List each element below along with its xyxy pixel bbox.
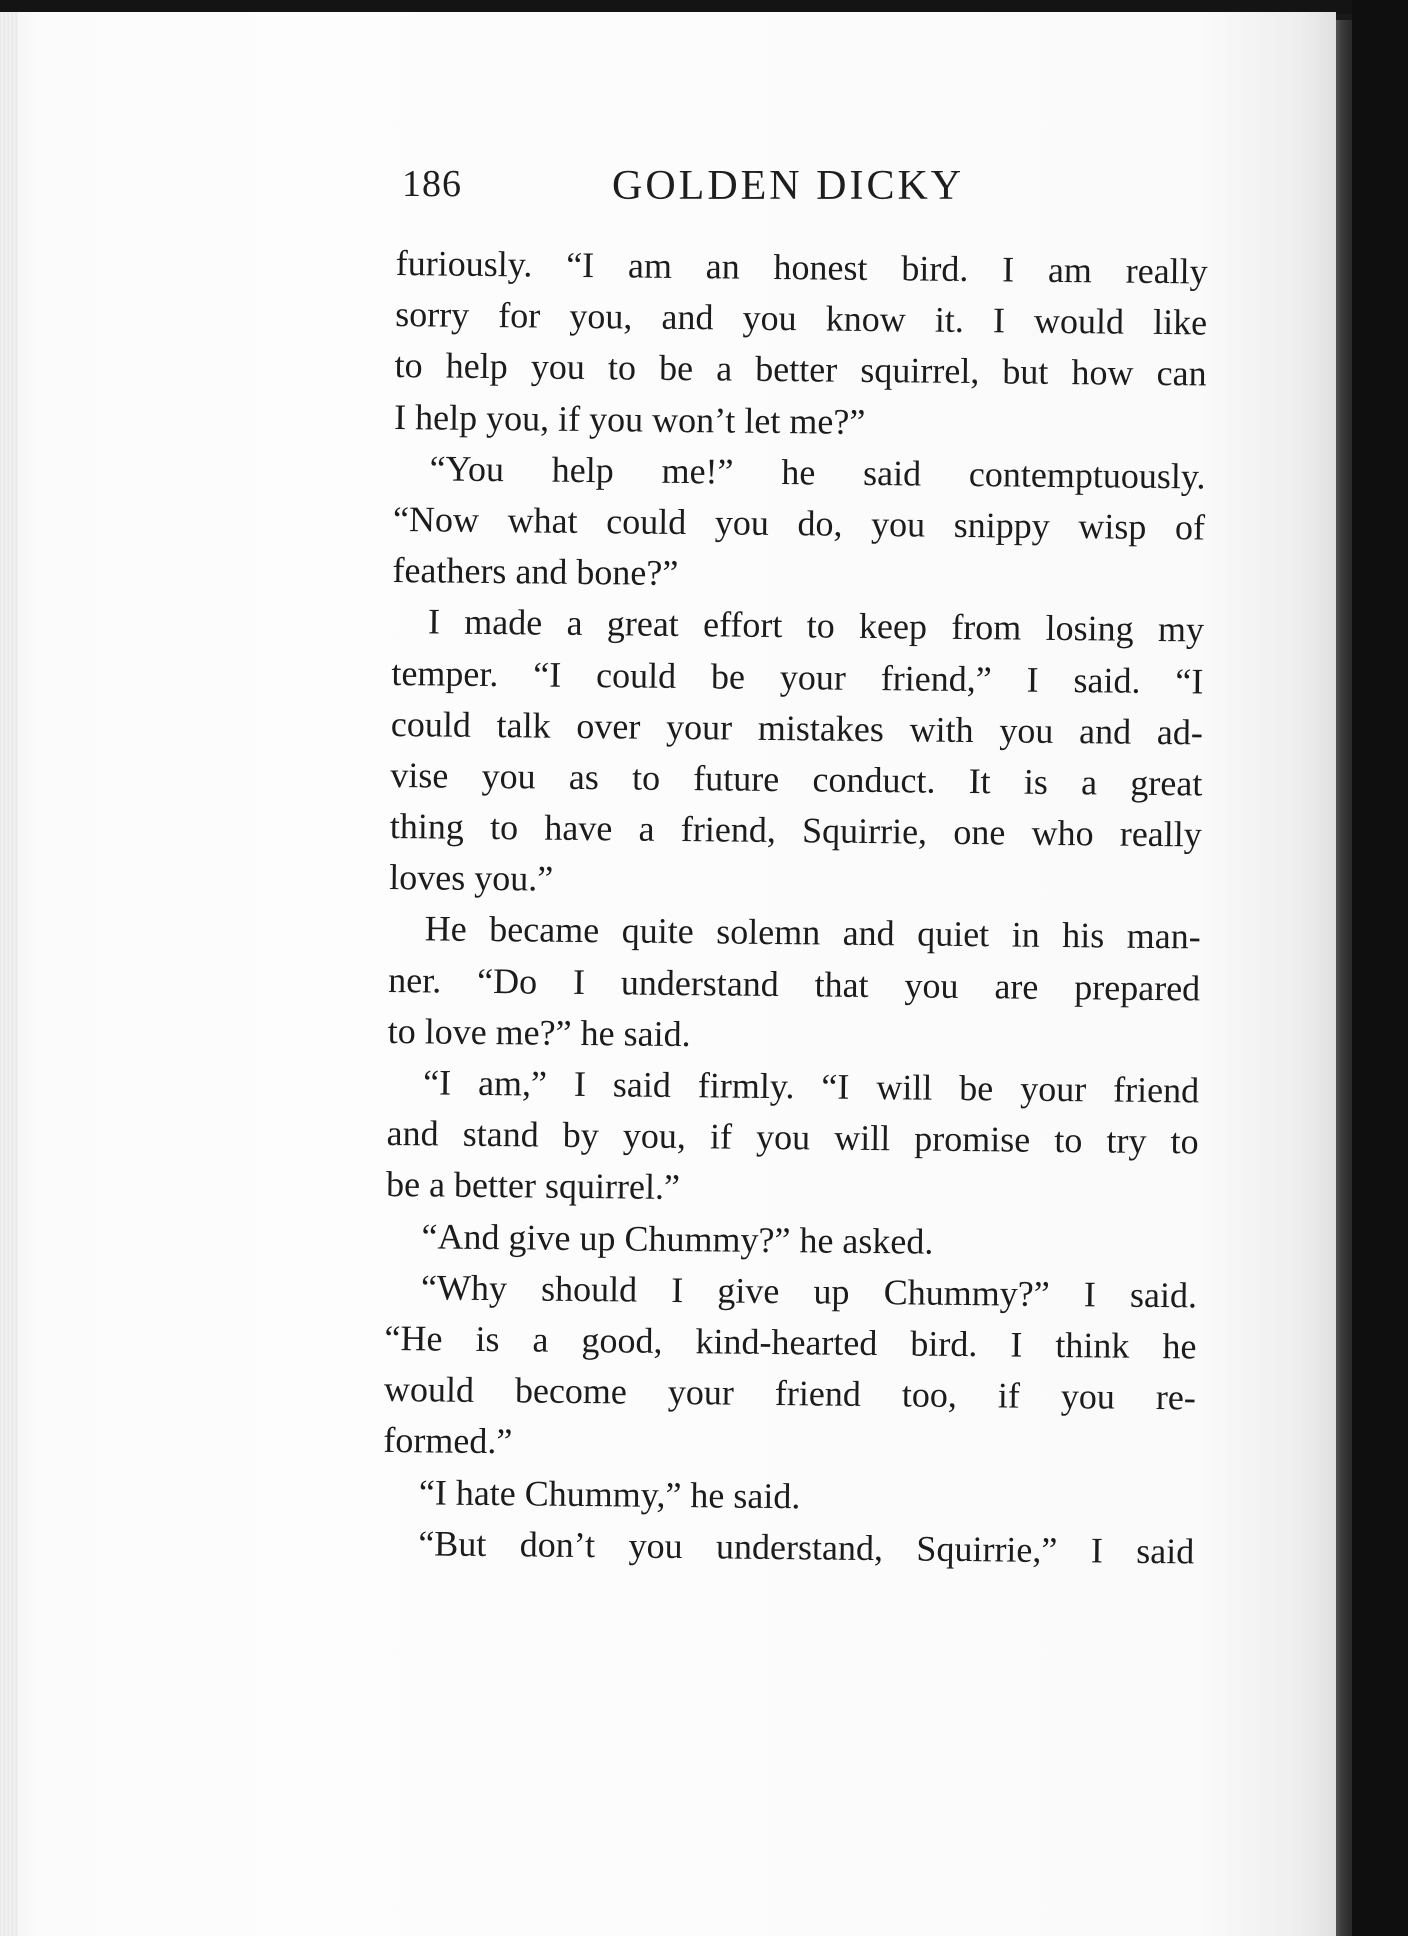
text-line: “And give up Chummy?” he asked. <box>421 1215 934 1262</box>
text-line: loves you.” <box>389 857 554 899</box>
text-line: could talk over your mistakes with you and ad- <box>390 703 1204 753</box>
text-line: I help you, if you won’t let me?” <box>393 396 866 442</box>
page-header <box>402 160 1022 220</box>
page-number: 186 <box>402 163 462 205</box>
text-line: I made a great effort to keep from losing my <box>427 601 1205 650</box>
text-line: be a better squirrel.” <box>385 1164 681 1208</box>
text-line: vise you as to future conduct. It is a great <box>390 754 1203 804</box>
text-line: to love me?” he said. <box>387 1010 691 1054</box>
scan-right-border <box>1352 0 1408 1936</box>
text-line: temper. “I could be your friend,” I said. “I <box>391 652 1204 701</box>
body-text <box>382 238 1208 1577</box>
text-line: “You help me!” he said contemptuously. <box>429 448 1206 497</box>
text-line: “Why should I give up Chummy?” I said. <box>420 1267 1198 1316</box>
text-line: furiously. “I am an honest bird. I am really <box>395 242 1208 292</box>
text-line: ner. “Do I understand that you are prepared <box>388 959 1201 1009</box>
text-line: would become your friend too, if you re- <box>383 1369 1197 1418</box>
running-title: GOLDEN DICKY <box>612 163 965 209</box>
text-line: “I am,” I said firmly. “I will be your friend <box>422 1062 1200 1111</box>
text-line: to help you to be a better squirrel, but how can <box>394 345 1207 394</box>
text-line: feathers and bone?” <box>392 550 679 594</box>
text-line: thing to have a friend, Squirrie, one who really <box>389 806 1203 855</box>
text-line: “I hate Chummy,” he said. <box>418 1471 801 1516</box>
text-line: He became quite solemn and quiet in his man- <box>424 908 1201 957</box>
text-line: formed.” <box>383 1420 513 1462</box>
page-edge <box>0 12 18 1936</box>
text-line: “But don’t you understand, Squirrie,” I said <box>418 1522 1195 1572</box>
text-line: sorry for you, and you know it. I would like <box>394 294 1208 343</box>
text-line: and stand by you, if you will promise to try to <box>386 1113 1199 1162</box>
text-line: “Now what could you do, you snippy wisp of <box>392 498 1206 548</box>
text-line: “He is a good, kind-hearted bird. I think he <box>384 1317 1197 1367</box>
